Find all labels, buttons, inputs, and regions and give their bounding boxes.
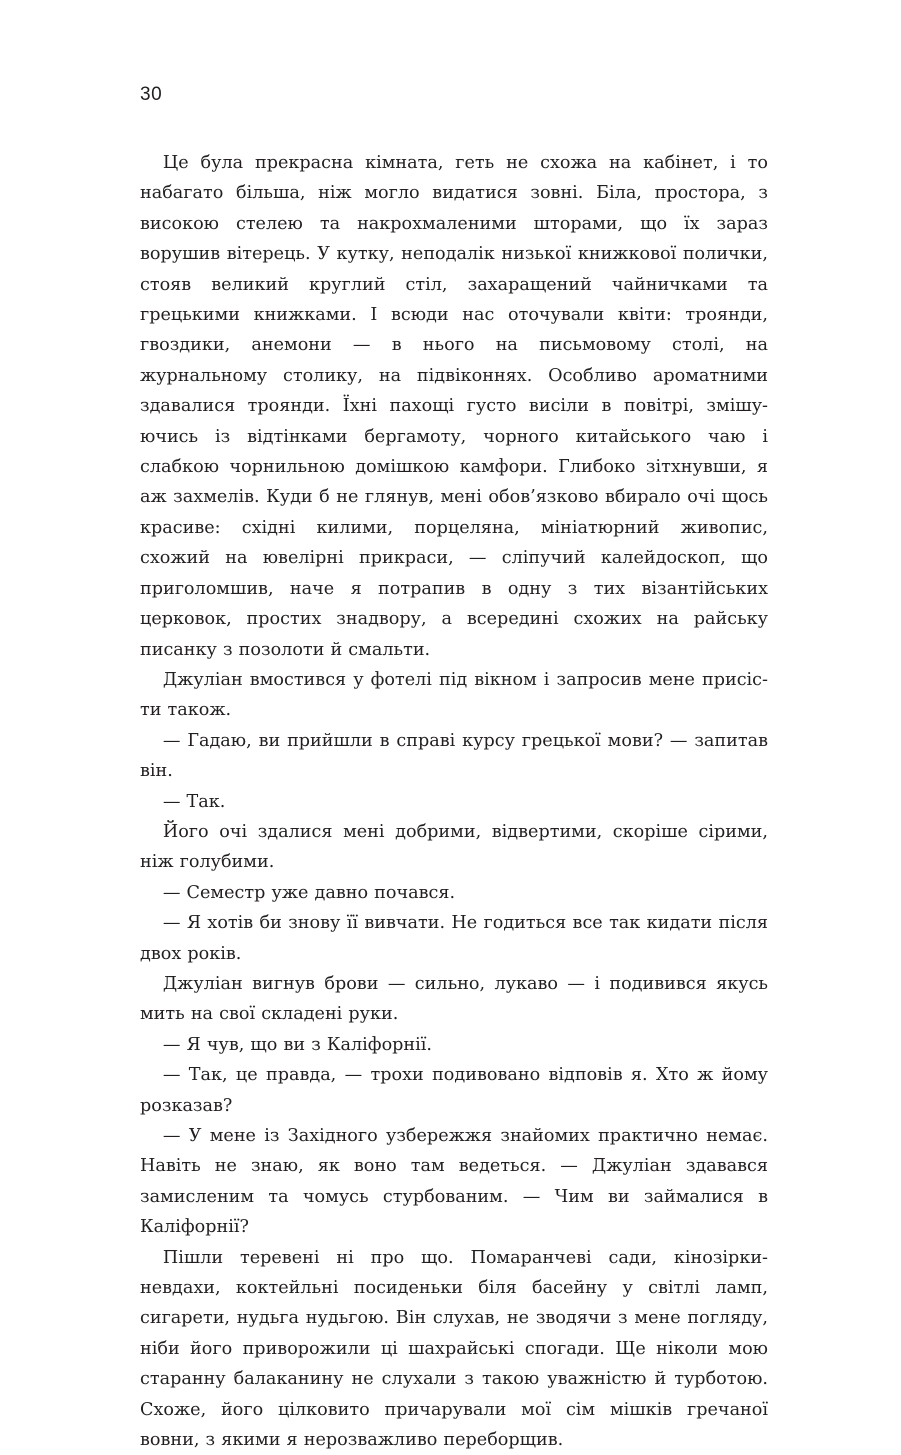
dialogue-line-5: — Я чув, що ви з Каліфорнії. bbox=[162, 1034, 432, 1055]
dialogue-line-1: — Гадаю, ви прийшли в справі курсу грецької мови? — запитав він. bbox=[140, 730, 768, 782]
dialogue-line-7: — У мене із Західного узбережжя знайомих практично немає. Навіть не знаю, як воно там ведеться. — Джуліан здавався замисленим та чомусь стурбованим. — Чим ви займалися в Каліфорнії? bbox=[140, 1126, 768, 1238]
dialogue-line-6: — Так, це правда, — трохи подивовано відповів я. Хто ж йому розказав? bbox=[140, 1065, 768, 1116]
paragraph-2: Джуліан вмостився у фотелі під вікном і запросив мене присісти також. bbox=[140, 669, 768, 721]
paragraph-5: Пішли теревені ні про що. Помаранчеві сади, кінозірки-невдахи, коктейльні посиденьки біля басейну у світлі ламп, сигарети, нудьга нудьгою. Він слухав, не зводячи з мене погляду, ніби його приворожили ці шахрайські спогади. Ще ніколи мою старанну балаканину не слухали з такою уважністю й турботою. Схоже, його цілковито причарували мої сім мішків гречаної вовни, з якими я нерозважливо переборщив. bbox=[140, 1247, 768, 1451]
dialogue-line-4: — Я хотів би знову її вивчати. Не годиться все так кидати після двох років. bbox=[140, 913, 768, 964]
page-number: 30 bbox=[140, 84, 163, 105]
paragraph-4: Джуліан вигнув брови — сильно, лукаво — і подивився якусь мить на свої складені руки. bbox=[140, 973, 768, 1025]
dialogue-line-2: — Так. bbox=[162, 791, 226, 812]
dialogue-line-3: — Семестр уже давно почався. bbox=[162, 882, 456, 903]
body-text bbox=[140, 148, 768, 1455]
paragraph-3: Його очі здалися мені добрими, відвертими, скоріше сірими, ніж голубими. bbox=[140, 821, 768, 873]
paragraph-1: Це була прекрасна кімната, геть не схожа на кабінет, і то набагато більша, ніж могло видатися зовні. Біла, простора, з високою стелею та накрохмаленими шторами, що їх зараз ворушив вітерець. У кутку, неподалік низької книжкової полички, стояв великий круглий стіл, захаращений чайничками та грецькими книжками. І всюди нас оточували квіти: троянди, гвоздики, анемони — в нього на письмовому столі, на журнальному столику, на підвіконнях. Особливо ароматними здавалися троянди. Їхні пахощі густо висіли в повітрі, змішуючись із відтінками бергамоту, чорного китайського чаю і слабкою чорнильною домішкою камфори. Глибоко зітхнувши, я аж захмелів. Куди б не глянув, мені обов’язково вбирало очі щось красиве: східні килими, порцеляна, мініатюрний живопис, схожий на ювелірні прикраси, — сліпучий калейдоскоп, що приголомшив, наче я потрапив в одну з тих візантійських церковок, простих знадвору, а всередині схожих на райську писанку з позолоти й смальти. bbox=[140, 153, 768, 660]
